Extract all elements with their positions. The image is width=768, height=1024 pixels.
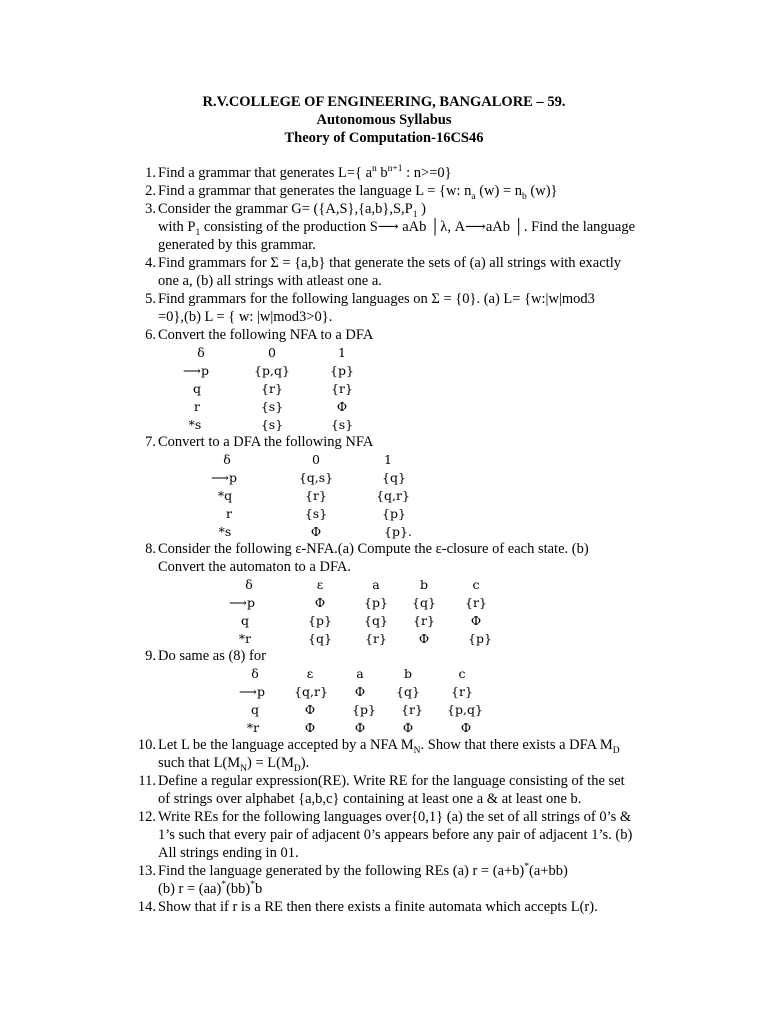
table-cell: δ <box>223 452 231 467</box>
table-cell: {q} <box>382 470 406 485</box>
table-cell: 1 <box>338 345 346 360</box>
table-cell: r <box>194 399 200 414</box>
table-cell: b <box>403 666 412 681</box>
table-cell: {s} <box>330 417 354 432</box>
table-cell: {q} <box>396 684 420 699</box>
table-cell: {q} <box>308 631 332 646</box>
table-cell: {p} <box>468 631 492 646</box>
table-cell: {s} <box>260 399 284 414</box>
table-cell: 1 <box>384 452 392 467</box>
table-cell: {p,q} <box>254 363 290 378</box>
table-cell: {q,s} <box>298 470 334 485</box>
question-8-line-2: Convert the automaton to a DFA. <box>158 559 352 575</box>
table-cell: {r} <box>401 702 423 717</box>
table-cell: Φ <box>418 631 430 646</box>
table-cell: a <box>372 577 380 592</box>
table-cell: *r <box>246 720 260 735</box>
table-cell: ⟶p <box>239 684 265 699</box>
table-cell: Φ <box>304 702 316 717</box>
table-cell: {q,r} <box>294 684 328 699</box>
table-cell: {q} <box>364 613 388 628</box>
table-cell: {p} <box>364 595 388 610</box>
table-cell: Φ <box>460 720 472 735</box>
table-cell: {r} <box>365 631 387 646</box>
question-12-line-3: All strings ending in 01. <box>158 845 299 861</box>
table-cell: δ <box>245 577 253 592</box>
table-cell: {r} <box>261 381 283 396</box>
table-cell: *r <box>238 631 252 646</box>
table-cell: {p} <box>352 702 376 717</box>
table-cell: Φ <box>304 720 316 735</box>
table-cell: {s} <box>304 506 328 521</box>
table-cell: {p,q} <box>447 702 483 717</box>
table-cell: δ <box>197 345 205 360</box>
table-cell: 0 <box>312 452 320 467</box>
table-cell: {r} <box>465 595 487 610</box>
course-title: Theory of Computation-16CS46 <box>284 130 484 146</box>
table-cell: ε <box>316 577 324 592</box>
question-4-line-2: one a, (b) all strings with atleast one a. <box>158 273 382 289</box>
question-12-line-2: 1’s such that every pair of adjacent 0’s appears before any pair of adjacent 1’s. (b) <box>158 827 633 843</box>
table-cell: r <box>226 506 232 521</box>
table-cell: *s <box>218 524 232 539</box>
table-cell: *s <box>188 417 202 432</box>
table-cell: {p} <box>330 363 354 378</box>
question-3-line-2: with $P_1$ consisting of the production S⟶ aAb │λ, A⟶aAb │. Find the language <box>158 219 636 238</box>
table-cell: a <box>356 666 364 681</box>
table-cell: q <box>240 613 249 628</box>
table-cell: {r} <box>413 613 435 628</box>
table-cell: {p} <box>382 506 406 521</box>
table-cell: ⟶p <box>183 363 209 378</box>
table-cell: q <box>192 381 201 396</box>
table-cell: Φ <box>354 720 366 735</box>
table-cell: Φ <box>310 524 322 539</box>
table-cell: q <box>250 702 259 717</box>
document-page: R.V.COLLEGE OF ENGINEERING, BANGALORE – 59. Autonomous Syllabus Theory of Computation-16CS46 1. Find a grammar that generates L={ $a^n$ $b^{n+1}$ : n>=0} 2. Find a grammar that generates the language L = {w: $n_a$ $(w) = n_b$ (w)} 3. Consider the grammar $G= (\{A,S\},\{a,b\},S,P_1$ ) with $P_1$ consisting of the production S⟶ aAb │λ, A⟶aAb │. Find the language generated by this grammar. 4. Find grammars for Σ = {a,b} that generate the sets of (a) all strings with exactly one a, (b) all strings with atleast one a. 5. Find grammars for the following languages on Σ = {0}. (a) L= {w:|w|mod3 =0},(b) L = { w: |w|mod3>0}. 6. Convert the following NFA to a DFA δ 0 1 ⟶p {p,q} {p} q {r} {r} r {s} Φ *s {s} {s} 7. Convert to a DFA the following NFA δ 0 1 ⟶p {q,s} {q} *q {r} {q,r} r {s} {p} *s Φ {p}. 8. Consider the following ε-NFA.(a) Compute the ε-closure of each state. (b) Convert the automaton to a DFA. δ ε a b c ⟶p Φ {p} {q} {r} q {p} {q} {r} Φ *r {q} {r} Φ {p} 9. Do same as (8) for δ ε a b c ⟶p {q,r} Φ {q} {r} q Φ {p} {r} {p,q} *r Φ Φ Φ Φ 10. Let L be the language accepted by a NFA $M_N$. Show that there exists a DFA $M_D$ such that $L(M_N) = L(M_D)$. 11. Define a regular expression(RE). Write RE for the language consisting of the set of strings over alphabet {a,b,c} containing at least one a & at least one b. 12. Write REs for the following languages over{0,1} (a) the set of all strings of 0’s & 1’s such that every pair of adjacent 0’s appears before any pair of adjacent 1’s. (b) All strings ending in 01. 13. Find the language generated by the following REs (a) r = (a+b)*(a+bb) (b) r = (aa)*(bb)*b 14. Show that if r is a RE then there exists a finite automata which accepts L(r). <box>0 0 768 1024</box>
table-cell: ⟶p <box>211 470 237 485</box>
table-cell: c <box>472 577 480 592</box>
table-cell: {p} <box>308 613 332 628</box>
table-cell: Φ <box>470 613 482 628</box>
table-cell: {r} <box>305 488 327 503</box>
question-11-line-2: of strings over alphabet {a,b,c} containing at least one a & at least one b. <box>158 791 582 807</box>
table-cell: {q,r} <box>376 488 410 503</box>
table-cell: Φ <box>336 399 348 414</box>
table-cell: c <box>458 666 466 681</box>
table-cell: Φ <box>402 720 414 735</box>
table-cell: {r} <box>451 684 473 699</box>
college-title: R.V.COLLEGE OF ENGINEERING, BANGALORE – 59. <box>202 94 566 110</box>
table-cell: b <box>419 577 428 592</box>
table-cell: ⟶p <box>229 595 255 610</box>
table-cell: *q <box>217 488 233 503</box>
question-5-line-2: =0},(b) L = { w: |w|mod3>0}. <box>158 309 333 325</box>
table-cell: Φ <box>314 595 326 610</box>
syllabus-title: Autonomous Syllabus <box>316 112 452 128</box>
table-cell: Φ <box>354 684 366 699</box>
question-3-line-3: generated by this grammar. <box>158 237 316 253</box>
table-cell: {r} <box>331 381 353 396</box>
table-cell: δ <box>251 666 259 681</box>
question-10-line-2: such that $L(M_N) = L(M_D)$. <box>158 755 310 774</box>
table-cell: {p}. <box>384 524 412 539</box>
table-cell: ε <box>306 666 314 681</box>
table-cell: {q} <box>412 595 436 610</box>
question-13-line-2: (b) r = (aa)*(bb)*b <box>158 880 263 897</box>
table-cell: {s} <box>260 417 284 432</box>
table-cell: 0 <box>268 345 276 360</box>
